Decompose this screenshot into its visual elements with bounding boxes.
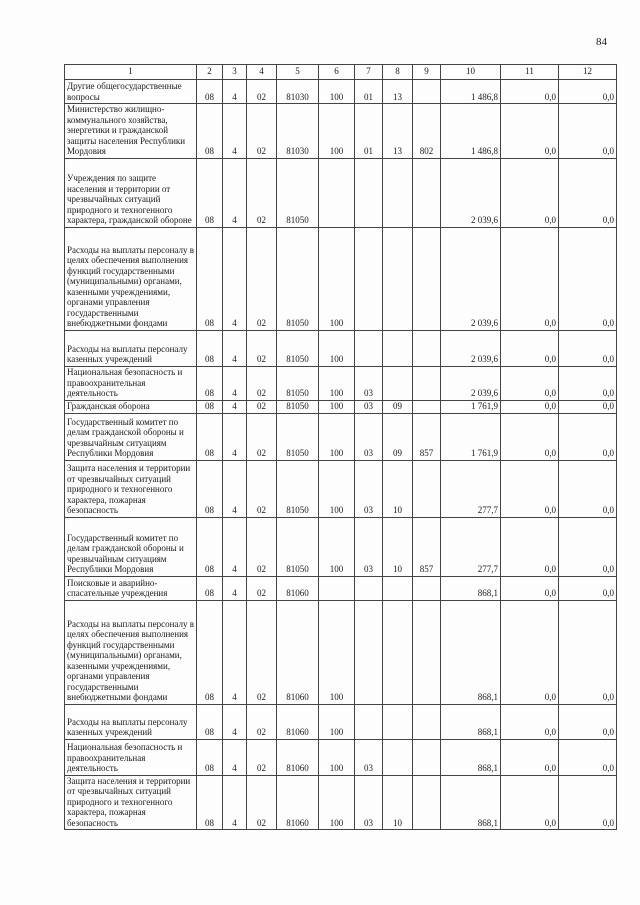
header-row [65, 65, 617, 80]
chapter-code-cell: 01 [355, 80, 383, 104]
amount-3-cell: 0,0 [559, 576, 617, 600]
amount-3-cell: 0,0 [559, 413, 617, 460]
program-code-cell: 02 [247, 739, 277, 775]
table-row [65, 227, 617, 330]
program-code-cell: 02 [247, 775, 277, 830]
subsection-code-cell: 4 [223, 80, 247, 104]
subsection-code-cell: 4 [223, 739, 247, 775]
amount-3-cell: 0,0 [559, 775, 617, 830]
section-code-cell: 08 [197, 517, 223, 576]
amount-2-cell: 0,0 [501, 775, 559, 830]
table-row [65, 739, 617, 775]
ministry-code-cell [413, 600, 441, 704]
program-code-cell: 02 [247, 227, 277, 330]
amount-2-cell: 0,0 [501, 704, 559, 739]
target-code-cell: 81060 [277, 600, 319, 704]
amount-2-cell: 0,0 [501, 600, 559, 704]
amount-cell: 1 486,8 [441, 104, 501, 159]
program-code-cell: 02 [247, 517, 277, 576]
amount-2-cell: 0,0 [501, 517, 559, 576]
header-cell: 1 [65, 65, 197, 80]
amount-cell: 1 761,9 [441, 400, 501, 413]
expense-type-cell: 100 [319, 400, 355, 413]
chapter-code-cell [355, 704, 383, 739]
expense-type-cell: 100 [319, 80, 355, 104]
row-name: Защита населения и территории от чрезвычайных ситуаций природного и техногенного характера, пожарная безопасность [65, 460, 197, 517]
header-cell: 8 [383, 65, 413, 80]
ministry-code-cell [413, 460, 441, 517]
section-code-cell: 08 [197, 158, 223, 227]
expense-type-cell: 100 [319, 104, 355, 159]
header-cell: 3 [223, 65, 247, 80]
amount-2-cell: 0,0 [501, 400, 559, 413]
target-code-cell: 81060 [277, 704, 319, 739]
program-code-cell: 02 [247, 704, 277, 739]
section-code-cell: 08 [197, 366, 223, 400]
program-code-cell: 02 [247, 104, 277, 159]
header-cell: 9 [413, 65, 441, 80]
table-row [65, 775, 617, 830]
section-code-cell: 08 [197, 600, 223, 704]
row-name: Национальная безопасность и правоохранительная деятельность [65, 366, 197, 400]
subchapter-code-cell [383, 330, 413, 366]
row-name: Государственный комитет по делам гражданской обороны и чрезвычайным ситуациям Республики Мордовия [65, 413, 197, 460]
amount-cell: 277,7 [441, 460, 501, 517]
table-row [65, 460, 617, 517]
subchapter-code-cell [383, 227, 413, 330]
row-name: Национальная безопасность и правоохранительная деятельность [65, 739, 197, 775]
ministry-code-cell [413, 366, 441, 400]
chapter-code-cell: 03 [355, 366, 383, 400]
amount-cell: 2 039,6 [441, 366, 501, 400]
amount-2-cell: 0,0 [501, 104, 559, 159]
program-code-cell: 02 [247, 80, 277, 104]
ministry-code-cell: 857 [413, 413, 441, 460]
budget-table [64, 64, 617, 830]
section-code-cell: 08 [197, 460, 223, 517]
target-code-cell: 81030 [277, 104, 319, 159]
table-row [65, 80, 617, 104]
section-code-cell: 08 [197, 576, 223, 600]
ministry-code-cell [413, 775, 441, 830]
amount-3-cell: 0,0 [559, 158, 617, 227]
amount-3-cell: 0,0 [559, 104, 617, 159]
amount-3-cell: 0,0 [559, 80, 617, 104]
amount-2-cell: 0,0 [501, 366, 559, 400]
target-code-cell: 81050 [277, 400, 319, 413]
amount-cell: 2 039,6 [441, 330, 501, 366]
target-code-cell: 81060 [277, 576, 319, 600]
subsection-code-cell: 4 [223, 330, 247, 366]
target-code-cell: 81050 [277, 517, 319, 576]
expense-type-cell: 100 [319, 704, 355, 739]
header-cell: 2 [197, 65, 223, 80]
expense-type-cell: 100 [319, 227, 355, 330]
row-name: Расходы на выплаты персоналу в целях обеспечения выполнения функций государственными (муниципальными) органами, казенными учреждениями, органами управления государственными внебюджетными фондами [65, 227, 197, 330]
subsection-code-cell: 4 [223, 413, 247, 460]
chapter-code-cell: 03 [355, 413, 383, 460]
header-cell: 12 [559, 65, 617, 80]
header-cell: 7 [355, 65, 383, 80]
ministry-code-cell: 857 [413, 517, 441, 576]
section-code-cell: 08 [197, 400, 223, 413]
amount-3-cell: 0,0 [559, 227, 617, 330]
header-cell: 4 [247, 65, 277, 80]
table-row [65, 330, 617, 366]
row-name: Расходы на выплаты персоналу в целях обеспечения выполнения функций государственными (муниципальными) органами, казенными учреждениями, органами управления государственными внебюджетными фондами [65, 600, 197, 704]
table-row [65, 104, 617, 159]
row-name: Защита населения и территории от чрезвычайных ситуаций природного и техногенного характера, пожарная безопасность [65, 775, 197, 830]
amount-cell: 1 761,9 [441, 413, 501, 460]
header-cell: 6 [319, 65, 355, 80]
row-name: Государственный комитет по делам гражданской обороны и чрезвычайным ситуациям Республики Мордовия [65, 517, 197, 576]
chapter-code-cell [355, 158, 383, 227]
subchapter-code-cell [383, 739, 413, 775]
expense-type-cell: 100 [319, 600, 355, 704]
row-name: Министерство жилищно-коммунального хозяйства, энергетики и гражданской защиты населения Республики Мордовия [65, 104, 197, 159]
amount-cell: 868,1 [441, 739, 501, 775]
row-name: Поисковые и аварийно-спасательные учреждения [65, 576, 197, 600]
amount-2-cell: 0,0 [501, 80, 559, 104]
section-code-cell: 08 [197, 330, 223, 366]
subsection-code-cell: 4 [223, 158, 247, 227]
program-code-cell: 02 [247, 600, 277, 704]
amount-cell: 868,1 [441, 775, 501, 830]
chapter-code-cell: 03 [355, 517, 383, 576]
subsection-code-cell: 4 [223, 600, 247, 704]
program-code-cell: 02 [247, 366, 277, 400]
expense-type-cell [319, 576, 355, 600]
subchapter-code-cell [383, 366, 413, 400]
amount-cell: 868,1 [441, 576, 501, 600]
subchapter-code-cell: 10 [383, 517, 413, 576]
program-code-cell: 02 [247, 413, 277, 460]
ministry-code-cell [413, 227, 441, 330]
amount-3-cell: 0,0 [559, 517, 617, 576]
amount-2-cell: 0,0 [501, 576, 559, 600]
subchapter-code-cell [383, 576, 413, 600]
program-code-cell: 02 [247, 576, 277, 600]
chapter-code-cell [355, 227, 383, 330]
ministry-code-cell [413, 739, 441, 775]
target-code-cell: 81050 [277, 158, 319, 227]
ministry-code-cell [413, 80, 441, 104]
amount-3-cell: 0,0 [559, 600, 617, 704]
table-body [65, 80, 617, 830]
ministry-code-cell: 802 [413, 104, 441, 159]
subchapter-code-cell [383, 704, 413, 739]
subchapter-code-cell: 09 [383, 400, 413, 413]
ministry-code-cell [413, 158, 441, 227]
ministry-code-cell [413, 400, 441, 413]
subsection-code-cell: 4 [223, 704, 247, 739]
header-cell: 11 [501, 65, 559, 80]
expense-type-cell: 100 [319, 330, 355, 366]
table-row [65, 158, 617, 227]
section-code-cell: 08 [197, 227, 223, 330]
ministry-code-cell [413, 330, 441, 366]
subchapter-code-cell: 10 [383, 775, 413, 830]
subchapter-code-cell: 09 [383, 413, 413, 460]
subchapter-code-cell [383, 158, 413, 227]
table-row [65, 600, 617, 704]
chapter-code-cell: 03 [355, 460, 383, 517]
header-cell: 10 [441, 65, 501, 80]
row-name: Другие общегосударственные вопросы [65, 80, 197, 104]
section-code-cell: 08 [197, 413, 223, 460]
chapter-code-cell [355, 600, 383, 704]
amount-cell: 1 486,8 [441, 80, 501, 104]
section-code-cell: 08 [197, 739, 223, 775]
amount-2-cell: 0,0 [501, 330, 559, 366]
ministry-code-cell [413, 576, 441, 600]
subsection-code-cell: 4 [223, 366, 247, 400]
target-code-cell: 81050 [277, 227, 319, 330]
section-code-cell: 08 [197, 704, 223, 739]
amount-2-cell: 0,0 [501, 739, 559, 775]
chapter-code-cell [355, 576, 383, 600]
target-code-cell: 81050 [277, 330, 319, 366]
amount-cell: 868,1 [441, 704, 501, 739]
section-code-cell: 08 [197, 775, 223, 830]
subsection-code-cell: 4 [223, 400, 247, 413]
subsection-code-cell: 4 [223, 517, 247, 576]
expense-type-cell: 100 [319, 775, 355, 830]
amount-2-cell: 0,0 [501, 460, 559, 517]
expense-type-cell: 100 [319, 460, 355, 517]
table-row [65, 413, 617, 460]
amount-3-cell: 0,0 [559, 400, 617, 413]
section-code-cell: 08 [197, 104, 223, 159]
target-code-cell: 81060 [277, 775, 319, 830]
chapter-code-cell: 03 [355, 400, 383, 413]
chapter-code-cell [355, 330, 383, 366]
chapter-code-cell: 03 [355, 775, 383, 830]
row-name: Расходы на выплаты персоналу казенных учреждений [65, 704, 197, 739]
page-number: 84 [596, 36, 607, 48]
section-code-cell: 08 [197, 80, 223, 104]
table-row [65, 366, 617, 400]
amount-3-cell: 0,0 [559, 460, 617, 517]
subchapter-code-cell: 10 [383, 460, 413, 517]
subsection-code-cell: 4 [223, 104, 247, 159]
expense-type-cell: 100 [319, 366, 355, 400]
subchapter-code-cell [383, 600, 413, 704]
amount-cell: 2 039,6 [441, 158, 501, 227]
subsection-code-cell: 4 [223, 576, 247, 600]
amount-cell: 277,7 [441, 517, 501, 576]
amount-2-cell: 0,0 [501, 413, 559, 460]
amount-3-cell: 0,0 [559, 704, 617, 739]
amount-2-cell: 0,0 [501, 158, 559, 227]
ministry-code-cell [413, 704, 441, 739]
target-code-cell: 81030 [277, 80, 319, 104]
program-code-cell: 02 [247, 400, 277, 413]
chapter-code-cell: 03 [355, 739, 383, 775]
amount-3-cell: 0,0 [559, 366, 617, 400]
subsection-code-cell: 4 [223, 460, 247, 517]
expense-type-cell: 100 [319, 739, 355, 775]
program-code-cell: 02 [247, 158, 277, 227]
target-code-cell: 81050 [277, 366, 319, 400]
subsection-code-cell: 4 [223, 775, 247, 830]
subchapter-code-cell: 13 [383, 80, 413, 104]
table-row [65, 400, 617, 413]
program-code-cell: 02 [247, 460, 277, 517]
subchapter-code-cell: 13 [383, 104, 413, 159]
table-row [65, 517, 617, 576]
subsection-code-cell: 4 [223, 227, 247, 330]
expense-type-cell: 100 [319, 413, 355, 460]
amount-3-cell: 0,0 [559, 739, 617, 775]
expense-type-cell: 100 [319, 517, 355, 576]
amount-2-cell: 0,0 [501, 227, 559, 330]
table-row [65, 576, 617, 600]
expense-type-cell [319, 158, 355, 227]
amount-3-cell: 0,0 [559, 330, 617, 366]
target-code-cell: 81060 [277, 739, 319, 775]
amount-cell: 2 039,6 [441, 227, 501, 330]
target-code-cell: 81050 [277, 460, 319, 517]
program-code-cell: 02 [247, 330, 277, 366]
table-row [65, 704, 617, 739]
row-name: Расходы на выплаты персоналу казенных учреждений [65, 330, 197, 366]
chapter-code-cell: 01 [355, 104, 383, 159]
row-name: Учреждения по защите населения и территории от чрезвычайных ситуаций природного и техногенного характера, гражданской обороне [65, 158, 197, 227]
row-name: Гражданская оборона [65, 400, 197, 413]
target-code-cell: 81050 [277, 413, 319, 460]
header-cell: 5 [277, 65, 319, 80]
amount-cell: 868,1 [441, 600, 501, 704]
